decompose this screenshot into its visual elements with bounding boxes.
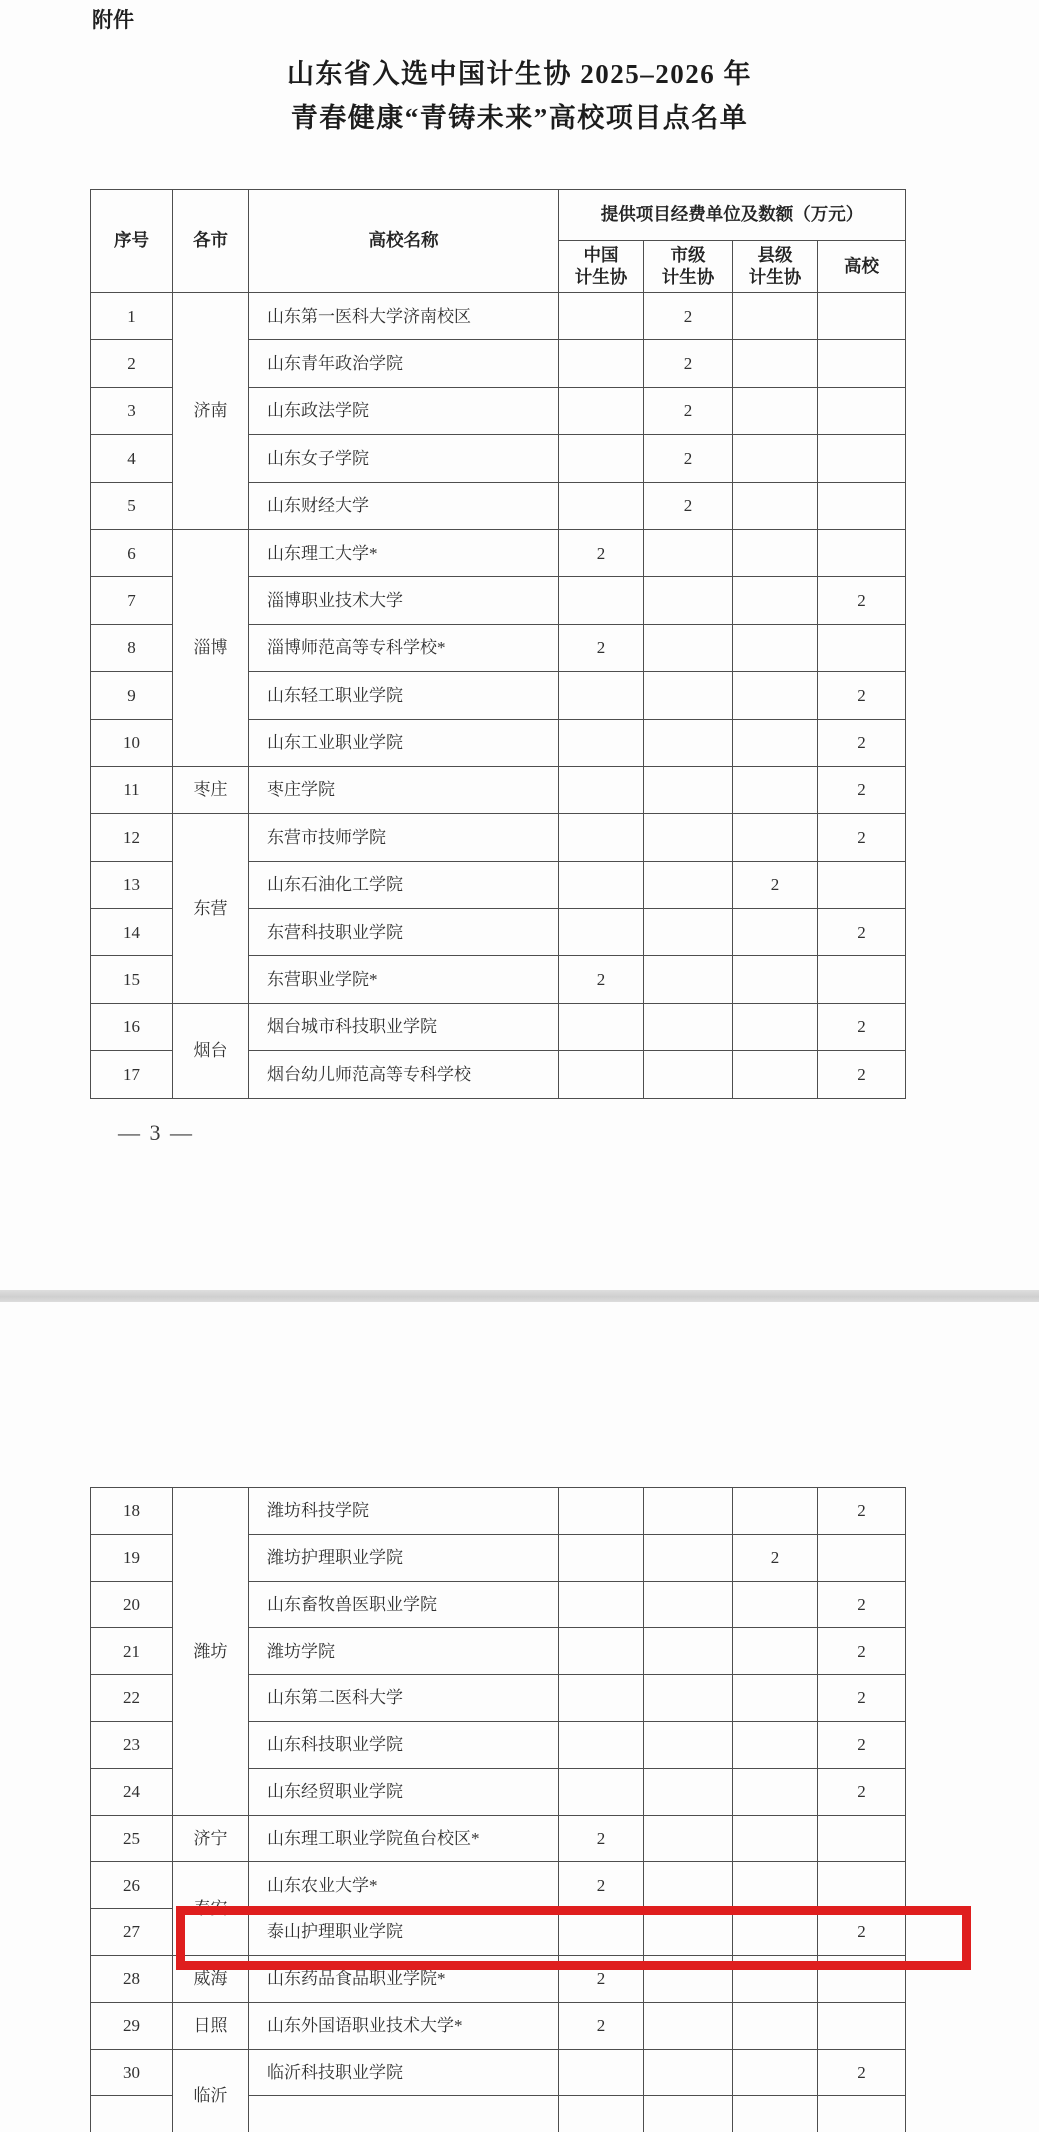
table-row bbox=[91, 529, 906, 576]
cell-city: 威海 bbox=[173, 1955, 249, 2002]
cell-school-name: 山东政法学院 bbox=[249, 387, 559, 434]
highlight-box bbox=[176, 1906, 971, 1970]
header-funding-col-3 bbox=[818, 241, 906, 293]
header-index: 序号 bbox=[91, 190, 173, 293]
cell-city: 日照 bbox=[173, 2002, 249, 2049]
header-funding-col-line: 计生协 bbox=[661, 266, 715, 287]
cell-funding-3: 2 bbox=[818, 719, 906, 766]
cell-funding-1 bbox=[644, 1768, 733, 1815]
cell-funding-1 bbox=[644, 1488, 733, 1535]
cell-funding-2 bbox=[733, 482, 818, 529]
cell-funding-1: 2 bbox=[644, 435, 733, 482]
cell-funding-2 bbox=[733, 1488, 818, 1535]
cell-index: 20 bbox=[91, 1581, 173, 1628]
cell-index: 17 bbox=[91, 1051, 173, 1098]
cell-funding-0 bbox=[559, 1768, 644, 1815]
cell-index: 25 bbox=[91, 1815, 173, 1862]
cell-funding-2 bbox=[733, 956, 818, 1003]
cell-funding-2 bbox=[733, 909, 818, 956]
cell-funding-1 bbox=[644, 909, 733, 956]
header-funding-col-line: 计生协 bbox=[574, 266, 628, 287]
page-number: — 3 — bbox=[118, 1120, 194, 1145]
cell-funding-1 bbox=[644, 1862, 733, 1909]
cell-funding-0: 2 bbox=[559, 2002, 644, 2049]
cell-funding-3 bbox=[818, 956, 906, 1003]
cell-funding-1: 2 bbox=[644, 482, 733, 529]
cell-funding-3 bbox=[818, 1815, 906, 1862]
cell-funding-2 bbox=[733, 1628, 818, 1675]
cell-school-name: 烟台幼儿师范高等专科学校 bbox=[249, 1051, 559, 1098]
table-row bbox=[91, 814, 906, 861]
header-funding-group: 提供项目经费单位及数额（万元） bbox=[559, 190, 906, 241]
cell-funding-0 bbox=[559, 482, 644, 529]
cell-funding-2 bbox=[733, 577, 818, 624]
cell-funding-3 bbox=[818, 624, 906, 671]
cell-funding-0 bbox=[559, 577, 644, 624]
table-row bbox=[91, 2002, 906, 2049]
cell-city: 东营 bbox=[173, 814, 249, 1004]
cell-funding-1: 2 bbox=[644, 340, 733, 387]
cell-funding-3: 2 bbox=[818, 1003, 906, 1050]
attachment-label: 附件 bbox=[92, 8, 134, 32]
header-funding-col-line: 市级 bbox=[670, 244, 706, 265]
cell-funding-2 bbox=[733, 340, 818, 387]
cell-school-name: 山东农业大学* bbox=[249, 1862, 559, 1909]
cell-school-name: 烟台城市科技职业学院 bbox=[249, 1003, 559, 1050]
cell-school-name: 山东工业职业学院 bbox=[249, 719, 559, 766]
cell-funding-3: 2 bbox=[818, 1721, 906, 1768]
cell-funding-1 bbox=[644, 719, 733, 766]
cell-funding-3 bbox=[818, 435, 906, 482]
table-row bbox=[91, 1815, 906, 1862]
cell-funding-2 bbox=[733, 1768, 818, 1815]
cell-funding-3 bbox=[818, 293, 906, 340]
header-school-name: 高校名称 bbox=[249, 190, 559, 293]
cell-funding-1 bbox=[644, 1003, 733, 1050]
cell-school-name: 山东青年政治学院 bbox=[249, 340, 559, 387]
cell-school-name: 山东理工职业学院鱼台校区* bbox=[249, 1815, 559, 1862]
cell-funding-3: 2 bbox=[818, 909, 906, 956]
cell-city: 泰安 bbox=[173, 1862, 249, 1956]
cell-funding-3: 2 bbox=[818, 1581, 906, 1628]
cell-funding-0: 2 bbox=[559, 529, 644, 576]
cell-index: 11 bbox=[91, 766, 173, 813]
cell-index: 9 bbox=[91, 672, 173, 719]
cell-funding-1 bbox=[644, 1675, 733, 1722]
cell-funding-3: 2 bbox=[818, 2049, 906, 2096]
cell-city: 潍坊 bbox=[173, 1488, 249, 1816]
cell-school-name: 山东轻工职业学院 bbox=[249, 672, 559, 719]
cell-index: 10 bbox=[91, 719, 173, 766]
cell-school-name: 潍坊学院 bbox=[249, 1628, 559, 1675]
cell-index: 29 bbox=[91, 2002, 173, 2049]
cell-funding-2 bbox=[733, 2096, 818, 2132]
cell-funding-1 bbox=[644, 1051, 733, 1098]
cell-index: 14 bbox=[91, 909, 173, 956]
cell-school-name: 淄博师范高等专科学校* bbox=[249, 624, 559, 671]
cell-school-name: 山东理工大学* bbox=[249, 529, 559, 576]
cell-index: 6 bbox=[91, 529, 173, 576]
cell-funding-2 bbox=[733, 766, 818, 813]
cell-funding-3 bbox=[818, 2002, 906, 2049]
cell-funding-2 bbox=[733, 1862, 818, 1909]
cell-school-name: 东营职业学院* bbox=[249, 956, 559, 1003]
cell-funding-3: 2 bbox=[818, 1909, 906, 1956]
cell-city: 济宁 bbox=[173, 1815, 249, 1862]
cell-funding-1 bbox=[644, 814, 733, 861]
cell-funding-0 bbox=[559, 1581, 644, 1628]
cell-index: 18 bbox=[91, 1488, 173, 1535]
cell-funding-0 bbox=[559, 340, 644, 387]
cell-funding-3: 2 bbox=[818, 814, 906, 861]
document-title-line2: 青春健康“青铸未来”高校项目点名单 bbox=[290, 103, 749, 133]
cell-funding-0 bbox=[559, 293, 644, 340]
cell-funding-2 bbox=[733, 672, 818, 719]
cell-funding-3: 2 bbox=[818, 1628, 906, 1675]
cell-funding-0 bbox=[559, 1534, 644, 1581]
table-row bbox=[91, 1488, 906, 1535]
cell-funding-1 bbox=[644, 577, 733, 624]
cell-funding-1 bbox=[644, 672, 733, 719]
cell-school-name: 泰山护理职业学院 bbox=[249, 1909, 559, 1956]
cell-funding-0 bbox=[559, 387, 644, 434]
cell-funding-0 bbox=[559, 909, 644, 956]
cell-funding-1 bbox=[644, 1815, 733, 1862]
project-list-table-page2 bbox=[90, 1487, 906, 2132]
header-funding-col-line: 高校 bbox=[844, 255, 879, 276]
cell-school-name: 临沂科技职业学院 bbox=[249, 2049, 559, 2096]
cell-school-name: 山东女子学院 bbox=[249, 435, 559, 482]
header-funding-col-line: 县级 bbox=[757, 244, 793, 265]
cell-funding-2 bbox=[733, 529, 818, 576]
cell-index: 12 bbox=[91, 814, 173, 861]
cell-funding-0: 2 bbox=[559, 956, 644, 1003]
cell-school-name: 山东药品食品职业学院* bbox=[249, 1955, 559, 2002]
cell-funding-3: 2 bbox=[818, 577, 906, 624]
cell-funding-2 bbox=[733, 1721, 818, 1768]
cell-school-name: 山东经贸职业学院 bbox=[249, 1768, 559, 1815]
cell-funding-1 bbox=[644, 1581, 733, 1628]
cell-index: 15 bbox=[91, 956, 173, 1003]
cell-funding-0: 2 bbox=[559, 1815, 644, 1862]
cell-funding-0 bbox=[559, 1051, 644, 1098]
cell-funding-3: 2 bbox=[818, 1768, 906, 1815]
table-row bbox=[91, 293, 906, 340]
cell-school-name: 潍坊护理职业学院 bbox=[249, 1534, 559, 1581]
header-funding-col-1 bbox=[644, 241, 733, 293]
cell-index: 26 bbox=[91, 1862, 173, 1909]
cell-index: 5 bbox=[91, 482, 173, 529]
cell-index: 16 bbox=[91, 1003, 173, 1050]
cell-index: 7 bbox=[91, 577, 173, 624]
cell-funding-0 bbox=[559, 766, 644, 813]
cell-index: 28 bbox=[91, 1955, 173, 2002]
cell-funding-0 bbox=[559, 814, 644, 861]
table-row bbox=[91, 2049, 906, 2096]
cell-funding-1 bbox=[644, 1534, 733, 1581]
cell-funding-0 bbox=[559, 1628, 644, 1675]
cell-city: 临沂 bbox=[173, 2049, 249, 2132]
cell-index: 23 bbox=[91, 1721, 173, 1768]
cell-school-name: 山东财经大学 bbox=[249, 482, 559, 529]
cell-funding-3 bbox=[818, 340, 906, 387]
cell-funding-2 bbox=[733, 1051, 818, 1098]
cell-city: 枣庄 bbox=[173, 766, 249, 813]
cell-funding-3: 2 bbox=[818, 1051, 906, 1098]
cell-funding-1 bbox=[644, 2049, 733, 2096]
cell-funding-2: 2 bbox=[733, 861, 818, 908]
cell-index: 8 bbox=[91, 624, 173, 671]
cell-index: 1 bbox=[91, 293, 173, 340]
cell-funding-0 bbox=[559, 2096, 644, 2132]
cell-funding-0 bbox=[559, 1675, 644, 1722]
cell-funding-1 bbox=[644, 2096, 733, 2132]
cell-funding-3 bbox=[818, 482, 906, 529]
cell-funding-0: 2 bbox=[559, 624, 644, 671]
cell-school-name: 山东第二医科大学 bbox=[249, 1675, 559, 1722]
cell-funding-1 bbox=[644, 2002, 733, 2049]
cell-funding-1 bbox=[644, 861, 733, 908]
cell-funding-2: 2 bbox=[733, 1534, 818, 1581]
table-row bbox=[91, 766, 906, 813]
cell-index: 27 bbox=[91, 1909, 173, 1956]
cell-school-name: 山东石油化工学院 bbox=[249, 861, 559, 908]
cell-index: 13 bbox=[91, 861, 173, 908]
project-list-table-page1 bbox=[90, 189, 906, 1099]
cell-funding-1 bbox=[644, 624, 733, 671]
cell-school-name: 潍坊科技学院 bbox=[249, 1488, 559, 1535]
cell-school-name: 山东科技职业学院 bbox=[249, 1721, 559, 1768]
cell-funding-3 bbox=[818, 2096, 906, 2132]
table-row bbox=[91, 1003, 906, 1050]
cell-index: 30 bbox=[91, 2049, 173, 2096]
cell-school-name: 山东畜牧兽医职业学院 bbox=[249, 1581, 559, 1628]
cell-funding-0 bbox=[559, 1003, 644, 1050]
cell-school-name: 淄博职业技术大学 bbox=[249, 577, 559, 624]
header-funding-col-line: 中国 bbox=[583, 244, 619, 265]
cell-funding-0 bbox=[559, 1721, 644, 1768]
cell-funding-2 bbox=[733, 1675, 818, 1722]
header-funding-col-2 bbox=[733, 241, 818, 293]
cell-funding-3: 2 bbox=[818, 766, 906, 813]
cell-index: 19 bbox=[91, 1534, 173, 1581]
cell-funding-0 bbox=[559, 435, 644, 482]
page-divider bbox=[0, 1290, 1039, 1302]
cell-index: 2 bbox=[91, 340, 173, 387]
cell-funding-0 bbox=[559, 719, 644, 766]
cell-index: 21 bbox=[91, 1628, 173, 1675]
cell-funding-0 bbox=[559, 672, 644, 719]
cell-city: 烟台 bbox=[173, 1003, 249, 1098]
header-funding-col-0 bbox=[559, 241, 644, 293]
cell-school-name: 东营科技职业学院 bbox=[249, 909, 559, 956]
cell-funding-2 bbox=[733, 1581, 818, 1628]
cell-funding-2 bbox=[733, 1003, 818, 1050]
cell-funding-2 bbox=[733, 1815, 818, 1862]
cell-funding-1 bbox=[644, 1721, 733, 1768]
cell-funding-1 bbox=[644, 766, 733, 813]
cell-funding-3 bbox=[818, 1534, 906, 1581]
header-funding-col-line: 计生协 bbox=[748, 266, 802, 287]
cell-school-name bbox=[249, 2096, 559, 2132]
cell-funding-3 bbox=[818, 529, 906, 576]
cell-funding-0 bbox=[559, 2049, 644, 2096]
cell-funding-1 bbox=[644, 956, 733, 1003]
cell-index: 24 bbox=[91, 1768, 173, 1815]
cell-index bbox=[91, 2096, 173, 2132]
cell-index: 22 bbox=[91, 1675, 173, 1722]
cell-school-name: 东营市技师学院 bbox=[249, 814, 559, 861]
cell-funding-3 bbox=[818, 861, 906, 908]
cell-school-name: 山东第一医科大学济南校区 bbox=[249, 293, 559, 340]
cell-funding-3 bbox=[818, 387, 906, 434]
cell-funding-2 bbox=[733, 2049, 818, 2096]
cell-funding-2 bbox=[733, 624, 818, 671]
cell-funding-0 bbox=[559, 1488, 644, 1535]
table-row bbox=[91, 1862, 906, 1909]
cell-funding-3: 2 bbox=[818, 1675, 906, 1722]
cell-funding-3: 2 bbox=[818, 672, 906, 719]
header-city: 各市 bbox=[173, 190, 249, 293]
cell-city: 淄博 bbox=[173, 529, 249, 766]
cell-city: 济南 bbox=[173, 293, 249, 530]
cell-funding-1: 2 bbox=[644, 293, 733, 340]
cell-funding-0: 2 bbox=[559, 1955, 644, 2002]
cell-funding-2 bbox=[733, 293, 818, 340]
cell-funding-2 bbox=[733, 814, 818, 861]
document-title-line1: 山东省入选中国计生协 2025–2026 年 bbox=[287, 59, 752, 89]
cell-funding-2 bbox=[733, 2002, 818, 2049]
cell-school-name: 枣庄学院 bbox=[249, 766, 559, 813]
cell-funding-0: 2 bbox=[559, 1862, 644, 1909]
cell-funding-2 bbox=[733, 435, 818, 482]
cell-index: 3 bbox=[91, 387, 173, 434]
cell-school-name: 山东外国语职业技术大学* bbox=[249, 2002, 559, 2049]
cell-funding-0 bbox=[559, 861, 644, 908]
cell-funding-2 bbox=[733, 387, 818, 434]
cell-index: 4 bbox=[91, 435, 173, 482]
cell-funding-2 bbox=[733, 719, 818, 766]
cell-funding-1 bbox=[644, 529, 733, 576]
cell-funding-3 bbox=[818, 1862, 906, 1909]
cell-funding-1: 2 bbox=[644, 387, 733, 434]
cell-funding-3: 2 bbox=[818, 1488, 906, 1535]
cell-funding-1 bbox=[644, 1628, 733, 1675]
